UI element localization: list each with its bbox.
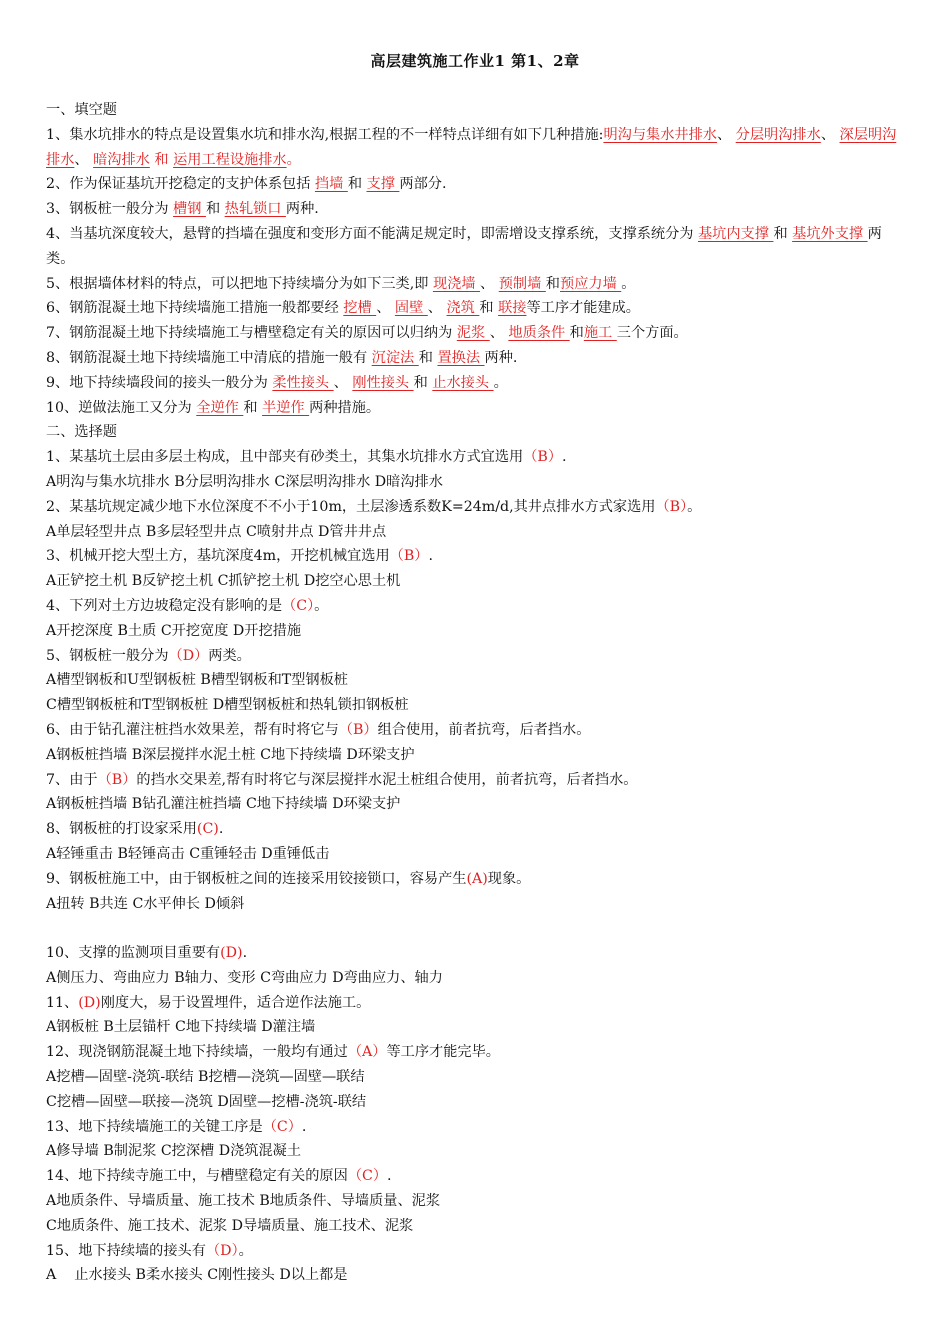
answer: 支撑 <box>366 176 400 193</box>
answer: 施工 <box>583 325 617 342</box>
answer: 基坑内支撑 <box>697 225 774 242</box>
answer: 预制墙 <box>498 275 546 292</box>
choice-question-5 <box>46 644 910 669</box>
answer: 沉淀法 <box>371 349 419 366</box>
q-text: 。 <box>493 374 508 391</box>
choice-question-1 <box>46 445 910 470</box>
q-text: . <box>242 945 248 962</box>
q-text: 等工序才能建成。 <box>526 300 640 317</box>
q-text: . <box>387 1168 392 1185</box>
fill-question-10 <box>46 396 910 421</box>
fill-question-3 <box>46 197 910 222</box>
fill-question-6 <box>46 296 910 321</box>
answer: （C） <box>347 1168 388 1185</box>
q-text: 两部分. <box>399 176 447 193</box>
q-text: 13、地下持续墙施工的关键工序是 <box>46 1118 263 1135</box>
q-text: 6、由于钻孔灌注桩挡水效果差，帮有时将它与 <box>46 721 339 738</box>
choice-options-15: A 止水接头 B柔水接头 C刚性接头 D以上都是 <box>46 1267 348 1284</box>
choice-question-13 <box>46 1115 910 1140</box>
q-text: . <box>218 821 224 838</box>
q-text: 9、钢板桩施工中，由于钢板桩之间的连接采用铰接锁口，容易产生 <box>46 870 467 887</box>
choice-options-7: A钢板桩挡墙 B钻孔灌注桩挡墙 C地下持续墙 D环梁支护 <box>46 796 401 813</box>
q-text: 1、某基坑土层由多层土构成，且中部夹有砂类土，其集水坑排水方式宜选用 <box>46 449 524 466</box>
choice-options-5a: A槽型钢板和U型钢板桩 B槽型钢板和T型钢板桩 <box>46 672 348 689</box>
q-text: . <box>562 449 567 466</box>
q-text: 4、当基坑深度较大，悬臂的挡墙在强度和变形方面不能满足规定时，即需增设支撑系统，支撑系统分为 <box>46 225 698 242</box>
q-text: 12、现浇钢筋混凝土地下持续墙，一般均有通过 <box>46 1044 348 1061</box>
answer: 挖槽 <box>343 300 377 317</box>
answer: （B） <box>97 771 137 788</box>
q-text: 2、作为保证基坑开挖稳定的支护体系包括 <box>46 176 315 193</box>
q-text: 10、逆做法施工又分为 <box>46 399 197 416</box>
choice-options-9: A扭转 B共连 C水平伸长 D倾斜 <box>46 895 245 912</box>
answer: 现浇墙 <box>432 275 481 292</box>
section-heading-fill-in: 一、填空题 <box>46 102 117 118</box>
answer: 暗沟排水 <box>93 151 150 168</box>
answer: （C） <box>262 1118 302 1135</box>
choice-options-14b: C地质条件、施工技术、泥浆 D导墙质量、施工技术、泥浆 <box>46 1217 414 1234</box>
q-text: 8、钢板桩的打设家采用 <box>46 821 197 838</box>
q-text: 。 <box>238 1242 253 1259</box>
q-text: 5、根据墙体材料的特点，可以把地下持续墙分为如下三类,即 <box>46 275 433 292</box>
q-text: 和 <box>413 374 433 391</box>
q-text: 4、下列对土方边坡稳定没有影响的是 <box>46 597 283 614</box>
q-text: 、 <box>74 151 94 168</box>
choice-question-2 <box>46 495 910 520</box>
choice-question-4 <box>46 594 910 619</box>
q-text: . <box>428 548 433 565</box>
q-text: 7、由于 <box>46 771 98 788</box>
answer: （B） <box>523 449 563 466</box>
answer: 柔性接头 <box>272 374 334 391</box>
fill-question-9 <box>46 371 910 396</box>
q-text: 刚度大，易于设置埋件，适合逆作法施工。 <box>100 994 371 1011</box>
q-text: 和 <box>347 176 367 193</box>
q-text: 3、机械开挖大型土方，基坑深度4m，开挖机械宜选用 <box>46 548 390 565</box>
q-text: 。 <box>687 498 702 515</box>
q-text: 3、钢板桩一般分为 <box>46 201 174 218</box>
answer: (A) <box>466 870 488 887</box>
q-text: 6、钢筋混凝土地下持续墙施工措施一般都要经 <box>46 300 344 317</box>
q-text: 等工序才能完毕。 <box>386 1044 500 1061</box>
q-text: 9、地下持续墙段间的接头一般分为 <box>46 374 273 391</box>
q-text: 10、支撑的监测项目重要有 <box>46 945 221 962</box>
q-text: 15、地下持续墙的接头有 <box>46 1242 206 1259</box>
answer: 明沟与集水井排水 <box>603 126 717 143</box>
q-text: . <box>301 1118 307 1135</box>
answer: 全逆作 <box>196 399 244 416</box>
q-text: 两种措施。 <box>309 399 381 416</box>
answer: 槽钢 <box>173 201 206 218</box>
fill-question-1 <box>46 123 910 173</box>
q-text: 8、钢筋混凝土地下持续墙施工中清底的措施一般有 <box>46 349 372 366</box>
fill-question-4 <box>46 222 910 272</box>
choice-question-6 <box>46 718 910 743</box>
q-text: 、 <box>376 300 395 317</box>
fill-question-7 <box>46 321 910 346</box>
q-text: 。 <box>621 275 636 292</box>
q-text: 2、某基坑规定减少地下水位深度不不小于10m，土层渗透系数K=24m/d,其井点排水方式家选用 <box>46 498 656 515</box>
choice-question-9 <box>46 867 910 892</box>
q-text: 。 <box>286 151 301 168</box>
document-title: 高层建筑施工作业1 第1、2章 <box>370 52 580 70</box>
q-text: 两种. <box>285 201 319 218</box>
q-text: 组合使用，前者抗弯，后者挡水。 <box>377 721 591 738</box>
answer: （B） <box>389 548 429 565</box>
choice-question-10 <box>46 941 910 966</box>
q-text: 两种. <box>484 349 518 366</box>
answer: （D） <box>168 647 209 664</box>
answer: 刚性接头 <box>352 374 414 391</box>
answer: 预应力墙 <box>560 275 622 292</box>
q-text: 的挡水交果差,帮有时将它与深层搅拌水泥土桩组合使用，前者抗弯，后者挡水。 <box>136 771 638 788</box>
answer: 半逆作 <box>262 399 310 416</box>
answer: 泥浆 <box>456 325 490 342</box>
choice-options-14a: A地质条件、导墙质量、施工技术 B地质条件、导墙质量、泥浆 <box>46 1193 441 1210</box>
document-body <box>46 98 910 1288</box>
q-text: 、 <box>820 126 840 143</box>
section-heading-multiple-choice: 二、选择题 <box>46 424 117 441</box>
choice-question-11 <box>46 991 910 1016</box>
q-text: 5、钢板桩一般分为 <box>46 647 169 664</box>
choice-options-5b: C槽型钢板桩和T型钢板桩 D槽型钢板桩和热轧锁扣钢板桩 <box>46 697 409 714</box>
answer: 联接 <box>498 300 527 317</box>
fill-question-8 <box>46 346 910 371</box>
answer: 固壁 <box>394 300 428 317</box>
q-text: 和 <box>418 349 438 366</box>
choice-question-15 <box>46 1239 910 1264</box>
answer: 置换法 <box>437 349 485 366</box>
choice-options-12b: C挖槽—固壁—联接—浇筑 D固壁—挖槽-浇筑-联结 <box>46 1093 367 1110</box>
q-text: 和 <box>569 325 584 342</box>
choice-options-2: A单层轻型井点 B多层轻型井点 C喷射井点 D管井井点 <box>46 523 387 540</box>
choice-options-3: A正铲挖土机 B反铲挖土机 C抓铲挖土机 D挖空心思土机 <box>46 573 401 590</box>
answer: 深层明沟排水 <box>46 126 897 168</box>
q-text: 两类。 <box>46 225 882 267</box>
q-text: 14、地下持续寺施工中，与槽壁稳定有关的原因 <box>46 1168 348 1185</box>
answer: 止水接头 <box>432 374 494 391</box>
answer: （B） <box>338 721 378 738</box>
choice-options-1: A明沟与集水坑排水 B分层明沟排水 C深层明沟排水 D暗沟排水 <box>46 473 443 490</box>
choice-options-12a: A挖槽—固壁-浇筑-联结 B挖槽—浇筑—固壁—联结 <box>46 1069 365 1086</box>
choice-question-8 <box>46 817 910 842</box>
fill-question-5 <box>46 272 910 297</box>
answer: 地质条件 <box>508 325 570 342</box>
q-text: 11、 <box>46 994 79 1011</box>
q-text: 两类。 <box>208 647 251 664</box>
answer: (D) <box>78 994 101 1011</box>
answer: （A） <box>347 1044 387 1061</box>
q-text: 、 <box>427 300 447 317</box>
choice-options-4: A开挖深度 B土质 C开挖宽度 D开挖措施 <box>46 622 302 639</box>
q-text: 现象。 <box>487 870 531 887</box>
choice-options-8: A轻锤重击 B轻锤高击 C重锤轻击 D重锤低击 <box>46 845 330 862</box>
q-text: 、 <box>489 325 509 342</box>
q-text: 和 <box>205 201 225 218</box>
choice-options-6: A钢板桩挡墙 B深层搅拌水泥土桩 C地下持续墙 D环梁支护 <box>46 746 415 763</box>
choice-question-3 <box>46 544 910 569</box>
q-text: 7、钢筋混凝土地下持续墙施工与槽壁稳定有关的原因可以归纳为 <box>46 325 457 342</box>
answer: 分层明沟排水 <box>735 126 821 143</box>
q-text: 和 <box>545 275 560 292</box>
q-text: 、 <box>480 275 499 292</box>
choice-question-12 <box>46 1040 910 1065</box>
choice-options-10: A侧压力、弯曲应力 B轴力、变形 C弯曲应力 D弯曲应力、轴力 <box>46 969 443 986</box>
q-text: 、 <box>716 126 736 143</box>
answer: 浇筑 <box>446 300 480 317</box>
q-text: 和 <box>479 300 499 317</box>
choice-question-7 <box>46 768 910 793</box>
blank-line <box>46 916 910 941</box>
fill-question-2 <box>46 172 910 197</box>
q-text: 1、集水坑排水的特点是设置集水坑和排水沟,根据工程的不一样特点详细有如下几种措施: <box>46 126 604 143</box>
answer: 基坑外支撑 <box>792 225 868 242</box>
q-text: 和 <box>243 399 263 416</box>
q-text: 和 <box>773 225 793 242</box>
answer: （C） <box>282 597 315 614</box>
answer: （B） <box>655 498 688 515</box>
choice-question-14 <box>46 1164 910 1189</box>
answer: 运用工程设施排水 <box>173 151 287 168</box>
choice-options-13: A修导墙 B制泥浆 C挖深槽 D浇筑混凝土 <box>46 1143 302 1160</box>
q-text: 和 <box>149 151 174 168</box>
answer: (C) <box>196 821 219 838</box>
q-text: 、 <box>333 374 353 391</box>
answer: 热轧锁口 <box>224 201 286 218</box>
q-text: 三个方面。 <box>616 325 688 342</box>
q-text: 。 <box>314 597 329 614</box>
answer: （D） <box>205 1242 239 1259</box>
answer: 挡墙 <box>314 176 348 193</box>
choice-options-11: A钢板桩 B土层锚杆 C地下持续墙 D灌注墙 <box>46 1019 316 1036</box>
answer: (D) <box>220 945 243 962</box>
